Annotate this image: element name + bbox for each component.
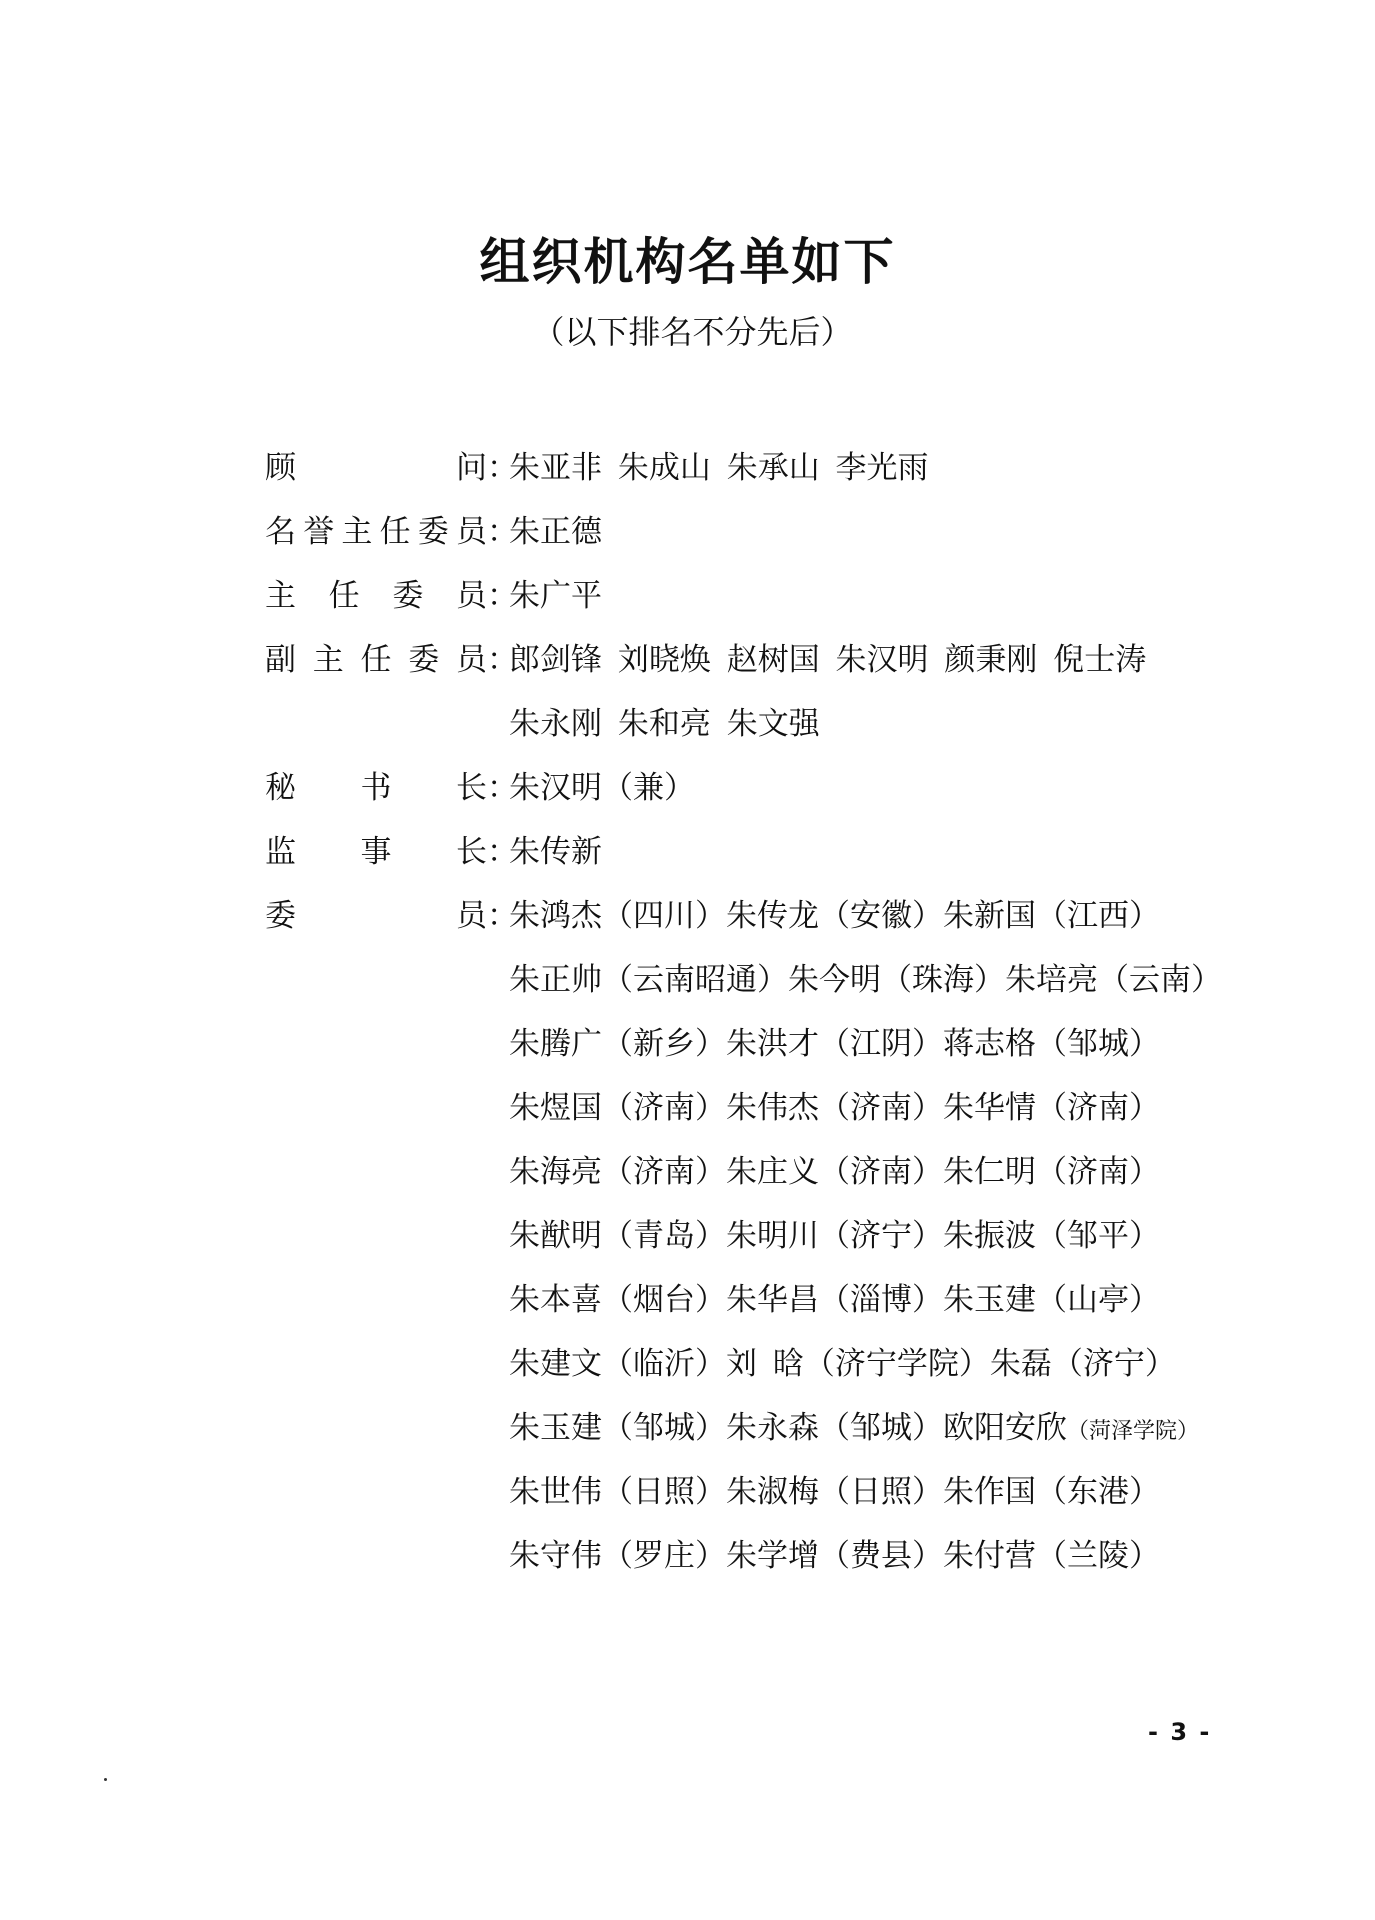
role-label: 委员 <box>265 898 487 934</box>
role-colon: ： <box>487 578 518 614</box>
roster-row-supervisor <box>265 820 1315 884</box>
role-label: 副主任委员 <box>265 642 487 678</box>
member-line: 朱煜国（济南）朱伟杰（济南）朱华情（济南） <box>509 1090 1160 1126</box>
role-names: 朱鸿杰（四川）朱传龙（安徽）朱新国（江西） <box>509 898 1160 934</box>
role-names: 朱正德 <box>509 514 602 550</box>
member-line: 朱猷明（青岛）朱明川（济宁）朱振波（邹平） <box>509 1218 1160 1254</box>
role-names: 朱广平 <box>509 578 602 614</box>
role-label: 名誉主任委员 <box>265 514 487 550</box>
role-colon: ： <box>487 770 518 806</box>
member-line: 朱正帅（云南昭通）朱今明（珠海）朱培亮（云南） <box>509 962 1222 998</box>
member-names: 朱玉建（邹城）朱永森（邹城）欧阳安欣 <box>509 1410 1067 1446</box>
role-label: 主任委员 <box>265 578 487 614</box>
role-label: 监事长 <box>265 834 487 870</box>
member-affiliation-small: （菏泽学院） <box>1067 1419 1200 1444</box>
role-names: 朱汉明（兼） <box>509 770 695 806</box>
roster-row-secretary-general <box>265 756 1315 820</box>
roster-row-deputy-director-continued <box>265 692 1315 756</box>
role-colon: ： <box>487 514 518 550</box>
roster-row-director <box>265 564 1315 628</box>
member-line: 朱建文（临沂）刘 晗（济宁学院）朱磊（济宁） <box>509 1346 1176 1382</box>
page-title: 组织机构名单如下 <box>479 233 896 291</box>
roster-row-honorary-director <box>265 500 1315 564</box>
role-colon: ： <box>487 898 518 934</box>
role-names: 郎剑锋 刘晓焕 赵树国 朱汉明 颜秉刚 倪士涛 <box>509 642 1147 678</box>
page-number: - 3 - <box>1148 1718 1212 1746</box>
role-colon: ： <box>487 834 518 870</box>
roster-row-deputy-director <box>265 628 1315 692</box>
role-names: 朱传新 <box>509 834 602 870</box>
page-subtitle: （以下排名不分先后） <box>532 313 853 351</box>
member-line: 朱世伟（日照）朱淑梅（日照）朱作国（东港） <box>509 1474 1160 1510</box>
role-colon: ： <box>487 642 518 678</box>
member-line: 朱腾广（新乡）朱洪才（江阴）蒋志格（邹城） <box>509 1026 1160 1062</box>
member-line: 朱本喜（烟台）朱华昌（淄博）朱玉建（山亭） <box>509 1282 1160 1318</box>
role-colon: ： <box>487 450 518 486</box>
roster-row-advisor <box>265 436 1315 500</box>
role-names: 朱永刚 朱和亮 朱文强 <box>509 706 820 742</box>
member-line <box>265 1396 1315 1460</box>
scan-speck <box>104 1778 107 1781</box>
member-line: 朱守伟（罗庄）朱学增（费县）朱付营（兰陵） <box>509 1538 1160 1574</box>
role-names: 朱亚非 朱成山 朱承山 李光雨 <box>509 450 929 486</box>
role-label: 秘书长 <box>265 770 487 806</box>
roster-row-members <box>265 884 1315 948</box>
member-line: 朱海亮（济南）朱庄义（济南）朱仁明（济南） <box>509 1154 1160 1190</box>
roster-list <box>265 436 1315 1588</box>
role-label: 顾问 <box>265 450 487 486</box>
